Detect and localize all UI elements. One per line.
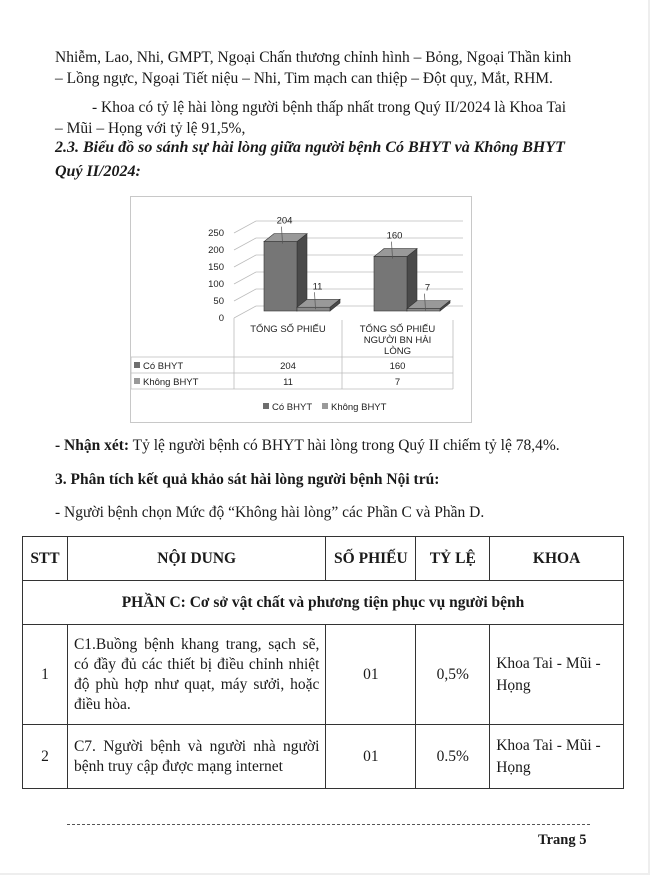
table-row bbox=[23, 725, 624, 789]
paragraph-line: – Lồng ngực, Ngoại Tiết niệu – Nhi, Tim mạch can thiệp – Đột quỵ, Mắt, RHM. bbox=[55, 70, 553, 87]
category-label: TỔNG SỐ PHIẾU bbox=[359, 324, 436, 335]
cell-dept: Khoa Tai - Mũi - Họng bbox=[490, 725, 624, 789]
category-label: TỔNG SỐ PHIẾU bbox=[250, 324, 326, 335]
bar-co-bhyt bbox=[264, 242, 297, 311]
legend-key-icon bbox=[134, 362, 140, 368]
y-tick-label: 100 bbox=[208, 279, 224, 290]
header-count: SỐ PHIẾU bbox=[326, 537, 416, 581]
category-label: NGƯỜI BN HÀI bbox=[363, 335, 432, 346]
table-section-row bbox=[23, 581, 624, 625]
legend-swatch bbox=[263, 403, 269, 409]
legend-label: Không BHYT bbox=[331, 402, 387, 413]
comment bbox=[55, 436, 560, 456]
data-label: 160 bbox=[386, 230, 403, 242]
gridline-diagonal bbox=[234, 221, 256, 233]
legend-swatch bbox=[322, 403, 328, 409]
table-row bbox=[23, 625, 624, 725]
section-label: PHẦN C: Cơ sở vật chất và phương tiện phục vụ người bệnh bbox=[23, 581, 624, 625]
table-value: 7 bbox=[394, 377, 401, 388]
table-value: 160 bbox=[389, 361, 406, 372]
section-heading: Quý II/2024: bbox=[55, 163, 141, 180]
bar-side bbox=[297, 234, 307, 311]
table-value: 204 bbox=[280, 361, 296, 372]
bar-khong-bhyt bbox=[407, 309, 440, 311]
y-tick-label: 0 bbox=[218, 313, 224, 324]
header-dept: KHOA bbox=[490, 537, 624, 581]
legend-label: Có BHYT bbox=[272, 402, 313, 413]
cell-content: C1.Buồng bệnh khang trang, sạch sẽ, có đầy đủ các thiết bị điều chỉnh nhiệt độ phù hợp như quạt, máy sưởi, hoặc điều hòa. bbox=[67, 625, 325, 725]
gridline-diagonal bbox=[234, 255, 256, 267]
category-label: LÒNG bbox=[384, 346, 411, 357]
cell-rate: 0,5% bbox=[416, 625, 490, 725]
table-value: 11 bbox=[283, 377, 293, 388]
y-tick-label: 250 bbox=[208, 228, 224, 239]
cell-count: 01 bbox=[326, 625, 416, 725]
paragraph-line: Nhiễm, Lao, Nhi, GMPT, Ngoại Chấn thương chỉnh hình – Bỏng, Ngoại Thần kinh bbox=[55, 49, 572, 66]
comment-text: Tỷ lệ người bệnh có BHYT hài lòng trong Quý II chiếm tỷ lệ 78,4%. bbox=[129, 437, 560, 454]
cell-stt: 1 bbox=[23, 625, 68, 725]
page-number: Trang 5 bbox=[538, 832, 587, 848]
data-label: 204 bbox=[276, 215, 293, 227]
cell-rate: 0.5% bbox=[416, 725, 490, 789]
footer-divider bbox=[67, 824, 590, 825]
legend-key-icon bbox=[134, 378, 140, 384]
series-label: Có BHYT bbox=[143, 361, 184, 372]
comment-label: - Nhận xét: bbox=[55, 437, 130, 454]
gridline-diagonal bbox=[234, 306, 256, 318]
y-tick-label: 150 bbox=[208, 262, 224, 273]
data-label: 7 bbox=[424, 282, 431, 294]
cell-content: C7. Người bệnh và người nhà người bệnh truy cập được mạng internet bbox=[67, 725, 325, 789]
header-stt: STT bbox=[23, 537, 68, 581]
section-heading: 2.3. Biểu đồ so sánh sự hài lòng giữa người bệnh Có BHYT và Không BHYT bbox=[55, 139, 565, 156]
chart-canvas bbox=[131, 197, 471, 422]
bar-co-bhyt bbox=[374, 257, 407, 311]
paragraph-line: - Khoa có tỷ lệ hài lòng người bệnh thấp nhất trong Quý II/2024 là Khoa Tai bbox=[92, 99, 567, 116]
section-3-intro: - Người bệnh chọn Mức độ “Không hài lòng” các Phần C và Phần D. bbox=[55, 504, 485, 521]
table-header-row bbox=[23, 537, 624, 581]
cell-count: 01 bbox=[326, 725, 416, 789]
gridline-diagonal bbox=[234, 272, 256, 284]
cell-dept: Khoa Tai - Mũi - Họng bbox=[490, 625, 624, 725]
section-3-title: 3. Phân tích kết quả khảo sát hài lòng người bệnh Nội trú: bbox=[55, 471, 440, 488]
bar-chart bbox=[130, 196, 472, 423]
results-table bbox=[22, 536, 624, 789]
header-rate: TỶ LỆ bbox=[416, 537, 490, 581]
gridline-diagonal bbox=[234, 238, 256, 250]
paragraph-line: – Mũi – Họng với tỷ lệ 91,5%, bbox=[55, 120, 246, 137]
y-tick-label: 200 bbox=[208, 245, 224, 256]
bar-khong-bhyt bbox=[297, 307, 330, 311]
series-label: Không BHYT bbox=[143, 377, 199, 388]
header-content: NỘI DUNG bbox=[67, 537, 325, 581]
gridline-diagonal bbox=[234, 289, 256, 301]
data-label: 11 bbox=[312, 281, 323, 293]
y-tick-label: 50 bbox=[213, 296, 224, 307]
cell-stt: 2 bbox=[23, 725, 68, 789]
